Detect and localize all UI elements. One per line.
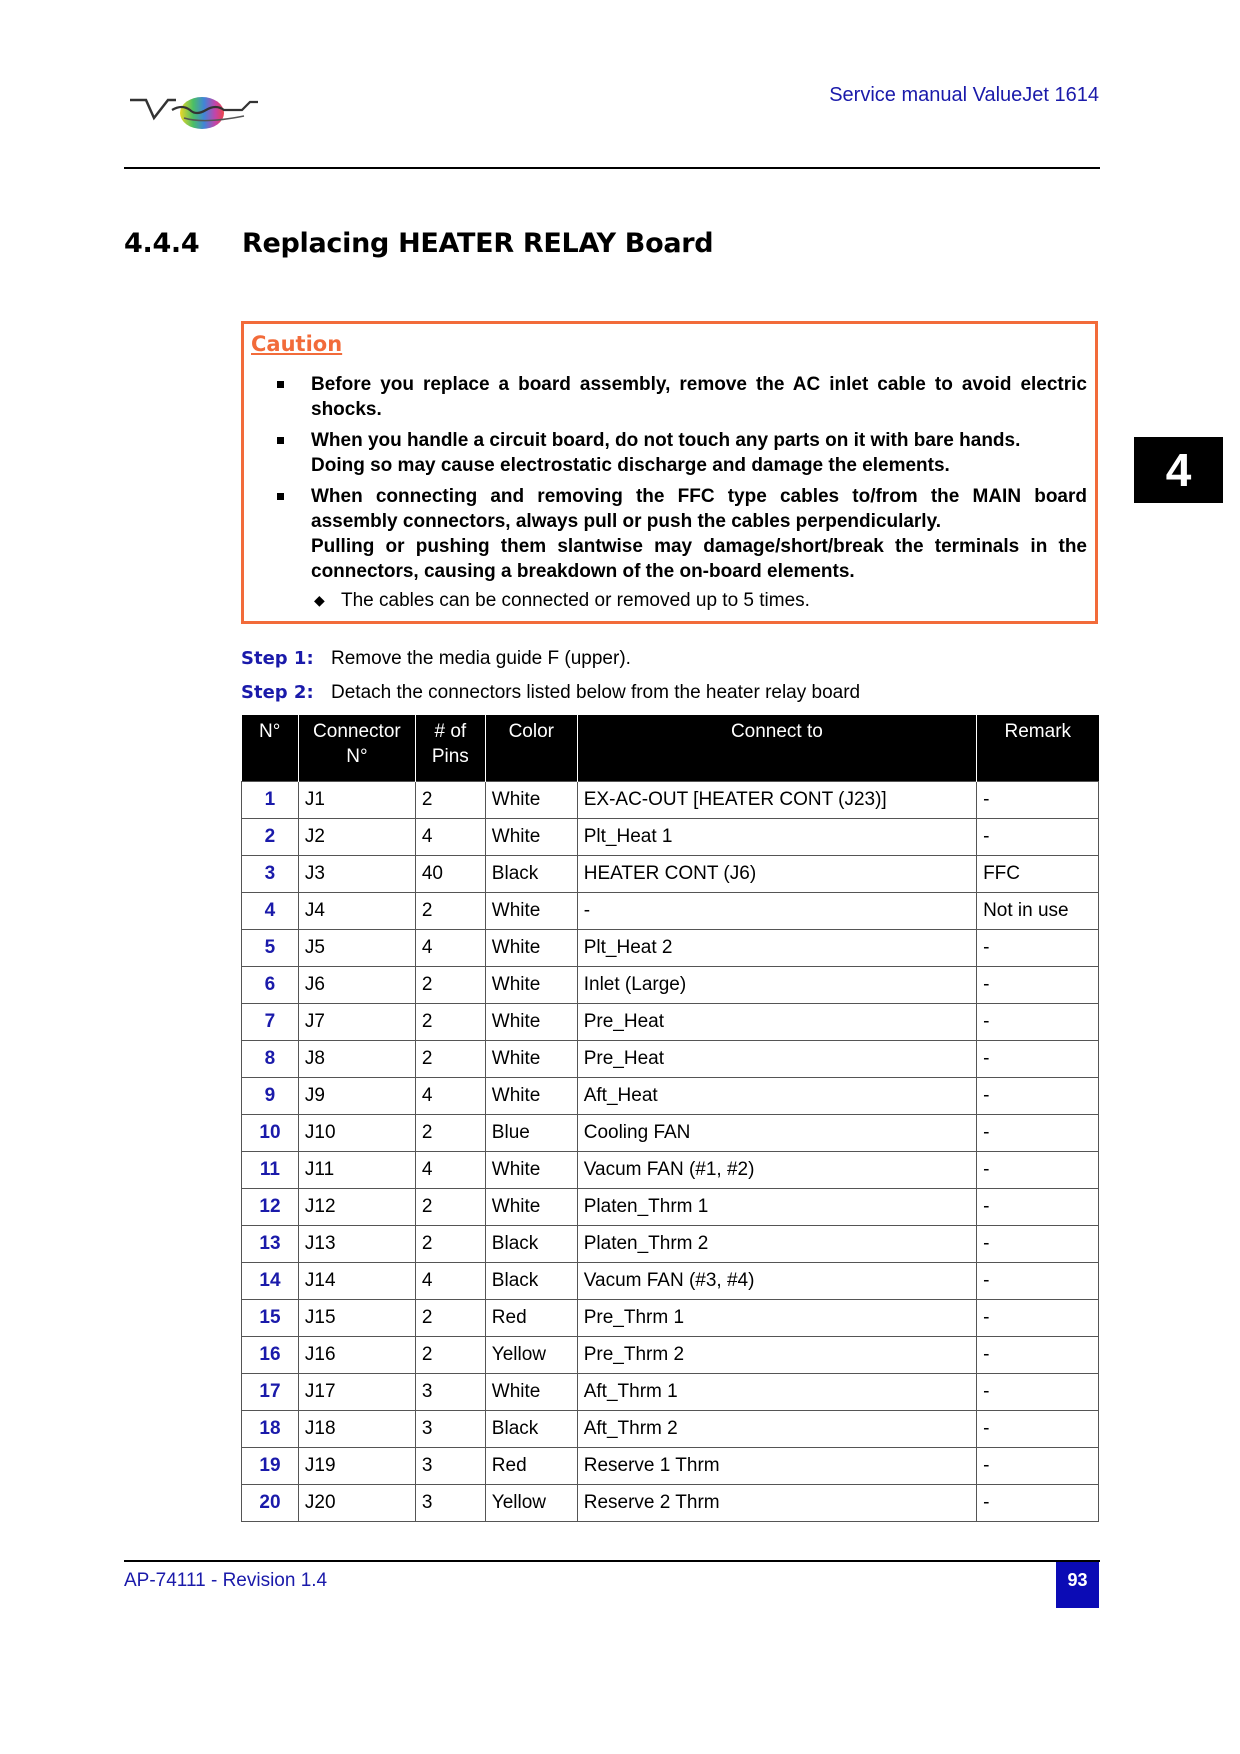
table-row [242, 782, 1099, 819]
connect-to: Inlet (Large) [577, 967, 976, 1004]
table-row [242, 1004, 1099, 1041]
row-number: 18 [242, 1411, 299, 1448]
table-row [242, 1226, 1099, 1263]
connector-id: J4 [298, 893, 415, 930]
row-number: 20 [242, 1485, 299, 1522]
connector-table [241, 715, 1099, 1522]
connector-id: J12 [298, 1189, 415, 1226]
connector-id: J10 [298, 1115, 415, 1152]
pin-count: 2 [415, 893, 485, 930]
caution-text: Doing so may cause electrostatic discharge and damage the elements. [311, 455, 950, 476]
cable-color: Black [485, 1263, 577, 1300]
header-pins: # of Pins [415, 715, 485, 782]
table-row [242, 856, 1099, 893]
section-heading [124, 228, 713, 259]
caution-list [244, 372, 1095, 590]
cable-color: Yellow [485, 1337, 577, 1374]
doc-revision: AP-74111 - Revision 1.4 [124, 1570, 328, 1591]
page-number: 93 [1056, 1562, 1099, 1608]
row-number: 16 [242, 1337, 299, 1374]
pin-count: 2 [415, 1004, 485, 1041]
pin-count: 2 [415, 1189, 485, 1226]
cable-color: White [485, 819, 577, 856]
header-remark: Remark [977, 715, 1099, 782]
connect-to: Aft_Thrm 2 [577, 1411, 976, 1448]
remark: - [977, 1374, 1099, 1411]
header-connector: Connector N° [298, 715, 415, 782]
pin-count: 2 [415, 1337, 485, 1374]
manual-title: Service manual ValueJet 1614 [829, 84, 1099, 106]
remark: - [977, 782, 1099, 819]
square-bullet-icon [277, 437, 284, 444]
table-row [242, 967, 1099, 1004]
table-row [242, 1300, 1099, 1337]
connector-id: J19 [298, 1448, 415, 1485]
connector-id: J9 [298, 1078, 415, 1115]
remark: - [977, 1485, 1099, 1522]
connect-to: EX-AC-OUT [HEATER CONT (J23)] [577, 782, 976, 819]
remark: - [977, 1263, 1099, 1300]
connect-to: Pre_Heat [577, 1041, 976, 1078]
remark: - [977, 1189, 1099, 1226]
row-number: 17 [242, 1374, 299, 1411]
remark: - [977, 1115, 1099, 1152]
pin-count: 40 [415, 856, 485, 893]
table-header-row [242, 715, 1099, 782]
row-number: 14 [242, 1263, 299, 1300]
connector-id: J11 [298, 1152, 415, 1189]
remark: - [977, 930, 1099, 967]
cable-color: Red [485, 1448, 577, 1485]
connect-to: Vacum FAN (#1, #2) [577, 1152, 976, 1189]
remark: FFC [977, 856, 1099, 893]
row-number: 8 [242, 1041, 299, 1078]
table-row [242, 1337, 1099, 1374]
step-2 [241, 682, 860, 704]
cable-color: White [485, 1152, 577, 1189]
connect-to: Plt_Heat 1 [577, 819, 976, 856]
header-color: Color [485, 715, 577, 782]
table-row [242, 819, 1099, 856]
connector-id: J16 [298, 1337, 415, 1374]
pin-count: 4 [415, 1152, 485, 1189]
caution-sub-text: The cables can be connected or removed up to 5 times. [341, 590, 810, 611]
row-number: 19 [242, 1448, 299, 1485]
pin-count: 2 [415, 967, 485, 1004]
caution-box [241, 321, 1098, 624]
section-number: 4.4.4 [124, 228, 200, 259]
remark: - [977, 1448, 1099, 1485]
connect-to: Cooling FAN [577, 1115, 976, 1152]
connector-id: J20 [298, 1485, 415, 1522]
row-number: 6 [242, 967, 299, 1004]
header-divider [124, 167, 1100, 169]
connect-to: Aft_Thrm 1 [577, 1374, 976, 1411]
chapter-tab: 4 [1134, 437, 1223, 503]
remark: - [977, 1078, 1099, 1115]
connector-id: J17 [298, 1374, 415, 1411]
cable-color: Blue [485, 1115, 577, 1152]
row-number: 13 [242, 1226, 299, 1263]
row-number: 3 [242, 856, 299, 893]
connect-to: Reserve 1 Thrm [577, 1448, 976, 1485]
caution-item [244, 372, 1095, 422]
connect-to: Reserve 2 Thrm [577, 1485, 976, 1522]
row-number: 5 [242, 930, 299, 967]
step-label: Step 1: [241, 648, 314, 669]
remark: - [977, 819, 1099, 856]
pin-count: 3 [415, 1374, 485, 1411]
pin-count: 4 [415, 1263, 485, 1300]
remark: - [977, 967, 1099, 1004]
caution-text: When you handle a circuit board, do not touch any parts on it with bare hands. [311, 430, 1021, 451]
cable-color: White [485, 1041, 577, 1078]
table-row [242, 1041, 1099, 1078]
connect-to: Platen_Thrm 2 [577, 1226, 976, 1263]
remark: Not in use [977, 893, 1099, 930]
connector-id: J7 [298, 1004, 415, 1041]
step-label: Step 2: [241, 682, 314, 703]
table-row [242, 930, 1099, 967]
row-number: 15 [242, 1300, 299, 1337]
connect-to: Platen_Thrm 1 [577, 1189, 976, 1226]
remark: - [977, 1411, 1099, 1448]
header-number: N° [242, 715, 299, 782]
table-row [242, 1115, 1099, 1152]
connector-id: J2 [298, 819, 415, 856]
step-text: Remove the media guide F (upper). [331, 648, 631, 669]
cable-color: Black [485, 1226, 577, 1263]
table-row [242, 1152, 1099, 1189]
header-connect-to: Connect to [577, 715, 976, 782]
row-number: 12 [242, 1189, 299, 1226]
cable-color: Black [485, 856, 577, 893]
connect-to: HEATER CONT (J6) [577, 856, 976, 893]
cable-color: White [485, 1004, 577, 1041]
pin-count: 3 [415, 1448, 485, 1485]
table-row [242, 1411, 1099, 1448]
pin-count: 2 [415, 1115, 485, 1152]
square-bullet-icon [277, 381, 284, 388]
connect-to: Pre_Thrm 1 [577, 1300, 976, 1337]
pin-count: 2 [415, 1226, 485, 1263]
caution-item [244, 428, 1095, 478]
row-number: 4 [242, 893, 299, 930]
cable-color: White [485, 782, 577, 819]
cable-color: Yellow [485, 1485, 577, 1522]
connector-id: J18 [298, 1411, 415, 1448]
connect-to: Pre_Heat [577, 1004, 976, 1041]
pin-count: 2 [415, 1041, 485, 1078]
row-number: 2 [242, 819, 299, 856]
table-row [242, 1448, 1099, 1485]
connect-to: Vacum FAN (#3, #4) [577, 1263, 976, 1300]
remark: - [977, 1226, 1099, 1263]
caution-text: When connecting and removing the FFC type cables to/from the MAIN board assembly connectors, always pull or push the cables perpendicularly. [311, 486, 1087, 532]
cable-color: White [485, 893, 577, 930]
connector-id: J14 [298, 1263, 415, 1300]
connector-id: J13 [298, 1226, 415, 1263]
step-text: Detach the connectors listed below from the heater relay board [331, 682, 861, 703]
section-title: Replacing HEATER RELAY Board [242, 228, 714, 259]
connect-to: Aft_Heat [577, 1078, 976, 1115]
connector-id: J15 [298, 1300, 415, 1337]
cable-color: White [485, 967, 577, 1004]
remark: - [977, 1041, 1099, 1078]
connector-id: J8 [298, 1041, 415, 1078]
caution-text: Pulling or pushing them slantwise may damage/short/break the terminals in the connectors, causing a breakdown of the on-board elements. [311, 536, 1087, 582]
table-row [242, 1078, 1099, 1115]
table-row [242, 1189, 1099, 1226]
remark: - [977, 1152, 1099, 1189]
caution-sub-item [244, 588, 810, 613]
connector-id: J6 [298, 967, 415, 1004]
row-number: 10 [242, 1115, 299, 1152]
row-number: 11 [242, 1152, 299, 1189]
remark: - [977, 1004, 1099, 1041]
connect-to: Plt_Heat 2 [577, 930, 976, 967]
pin-count: 2 [415, 782, 485, 819]
remark: - [977, 1337, 1099, 1374]
pin-count: 4 [415, 1078, 485, 1115]
pin-count: 4 [415, 930, 485, 967]
connector-id: J1 [298, 782, 415, 819]
cable-color: Black [485, 1411, 577, 1448]
row-number: 7 [242, 1004, 299, 1041]
pin-count: 3 [415, 1485, 485, 1522]
caution-text: Before you replace a board assembly, remove the AC inlet cable to avoid electric shocks. [311, 374, 1087, 420]
valuejet-logo [124, 88, 266, 134]
pin-count: 2 [415, 1300, 485, 1337]
cable-color: White [485, 930, 577, 967]
caution-title: Caution [251, 332, 343, 356]
connector-id: J5 [298, 930, 415, 967]
row-number: 9 [242, 1078, 299, 1115]
diamond-bullet-icon: ◆ [314, 592, 325, 608]
footer-divider [124, 1560, 1100, 1562]
step-1 [241, 648, 631, 670]
table-row [242, 893, 1099, 930]
connect-to: - [577, 893, 976, 930]
pin-count: 3 [415, 1411, 485, 1448]
cable-color: White [485, 1078, 577, 1115]
pin-count: 4 [415, 819, 485, 856]
row-number: 1 [242, 782, 299, 819]
cable-color: White [485, 1374, 577, 1411]
cable-color: White [485, 1189, 577, 1226]
square-bullet-icon [277, 493, 284, 500]
table-body [242, 782, 1099, 1522]
caution-item [244, 484, 1095, 584]
remark: - [977, 1300, 1099, 1337]
table-row [242, 1263, 1099, 1300]
table-row [242, 1485, 1099, 1522]
connect-to: Pre_Thrm 2 [577, 1337, 976, 1374]
cable-color: Red [485, 1300, 577, 1337]
connector-id: J3 [298, 856, 415, 893]
table-row [242, 1374, 1099, 1411]
